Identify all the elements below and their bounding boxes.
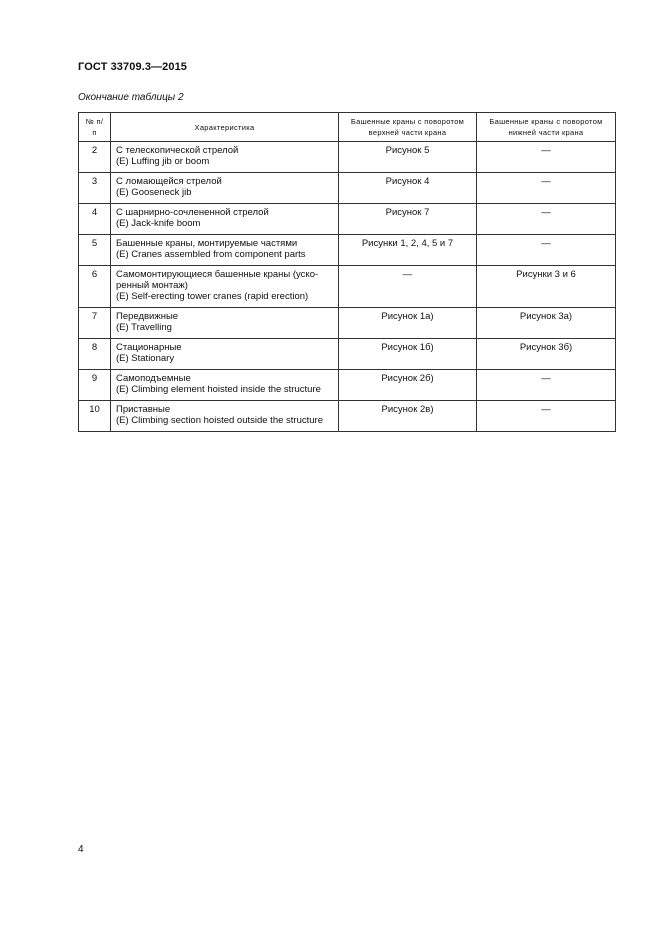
row-upper-figure: Рисунок 2в) [339,401,477,432]
characteristic-en: (E) Luffing jib or boom [116,156,210,167]
row-upper-figure: Рисунок 5 [339,142,477,173]
row-characteristic [111,266,339,308]
row-characteristic [111,339,339,370]
row-upper-figure: — [339,266,477,308]
table-row [79,266,616,308]
table-row [79,204,616,235]
characteristic-en: (E) Gooseneck jib [116,187,192,198]
row-lower-figure: — [477,235,616,266]
table-caption: Окончание таблицы 2 [78,92,184,103]
characteristic-en: (E) Climbing section hoisted outside the structure [116,415,323,426]
characteristic-ru: Башенные краны, монтируемые частями [116,238,298,249]
row-characteristic [111,235,339,266]
cranes-table [78,112,616,432]
characteristic-en: (E) Climbing element hoisted inside the structure [116,384,321,395]
column-header-upper-rotation: Башенные краны с поворотом верхней части крана [339,113,477,142]
row-lower-figure: Рисунок 3а) [477,308,616,339]
row-characteristic [111,401,339,432]
characteristic-ru: С ломающейся стрелой [116,176,222,187]
characteristic-en: (E) Stationary [116,353,175,364]
characteristic-ru: Самоподъемные [116,373,191,384]
row-lower-figure: Рисунок 3б) [477,339,616,370]
characteristic-ru: С шарнирно-сочлененной стрелой [116,207,269,218]
table-row [79,308,616,339]
page-number: 4 [78,844,84,855]
row-number: 6 [79,266,111,308]
row-number: 7 [79,308,111,339]
characteristic-ru-line2: ренный монтаж) [116,280,188,291]
row-lower-figure: — [477,204,616,235]
row-lower-figure: — [477,173,616,204]
column-header-number: № п/п [79,113,111,142]
table-row [79,339,616,370]
row-upper-figure: Рисунок 4 [339,173,477,204]
row-number: 10 [79,401,111,432]
row-number: 4 [79,204,111,235]
row-number: 3 [79,173,111,204]
characteristic-ru: Приставные [116,404,171,415]
row-characteristic [111,308,339,339]
row-characteristic [111,142,339,173]
row-number: 9 [79,370,111,401]
table-row [79,401,616,432]
table-row [79,370,616,401]
table-row [79,235,616,266]
table-row [79,173,616,204]
characteristic-ru-line1: Самомонтирующиеся башенные краны (уско- [116,269,319,280]
row-lower-figure: — [477,401,616,432]
row-characteristic [111,173,339,204]
table-row [79,142,616,173]
row-number: 5 [79,235,111,266]
column-header-lower-rotation: Башенные краны с поворотом нижней части крана [477,113,616,142]
characteristic-en: (E) Cranes assembled from component parts [116,249,306,260]
row-upper-figure: Рисунок 7 [339,204,477,235]
row-lower-figure: Рисунки 3 и 6 [477,266,616,308]
characteristic-ru: Передвижные [116,311,179,322]
characteristic-ru: С телескопической стрелой [116,145,239,156]
row-number: 2 [79,142,111,173]
row-upper-figure: Рисунки 1, 2, 4, 5 и 7 [339,235,477,266]
row-upper-figure: Рисунок 2б) [339,370,477,401]
row-lower-figure: — [477,370,616,401]
document-header: ГОСТ 33709.3—2015 [78,61,188,73]
characteristic-en: (E) Self-erecting tower cranes (rapid erection) [116,291,309,302]
characteristic-ru: Стационарные [116,342,182,353]
row-upper-figure: Рисунок 1б) [339,339,477,370]
column-header-characteristic: Характеристика [111,113,339,142]
row-number: 8 [79,339,111,370]
row-lower-figure: — [477,142,616,173]
table-header-row [79,113,616,142]
row-characteristic [111,370,339,401]
characteristic-en: (E) Jack-knife boom [116,218,201,229]
row-characteristic [111,204,339,235]
row-upper-figure: Рисунок 1а) [339,308,477,339]
characteristic-en: (E) Travelling [116,322,172,333]
